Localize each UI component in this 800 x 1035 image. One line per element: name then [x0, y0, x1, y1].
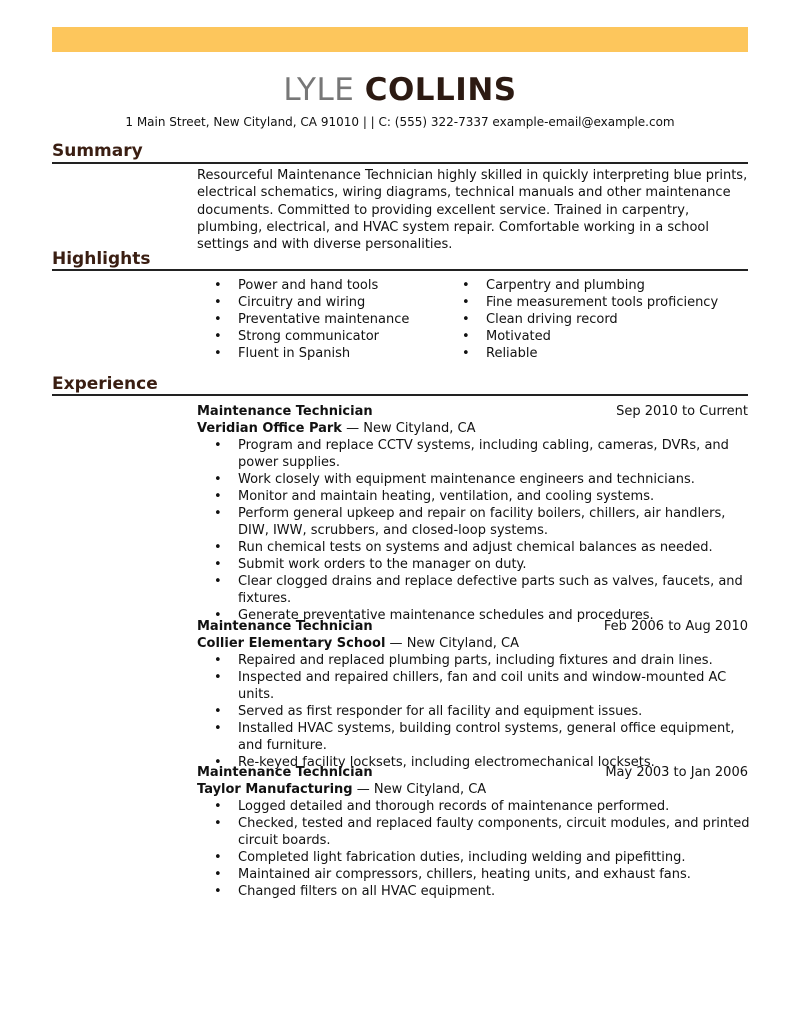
- list-item: • Monitor and maintain heating, ventilation, and cooling systems.: [197, 488, 757, 505]
- job-location: New Cityland, CA: [373, 782, 487, 797]
- list-item: • Checked, tested and replaced faulty components, circuit modules, and printed circuit boards.: [197, 815, 757, 849]
- job-bullets: [197, 798, 757, 900]
- list-item: • Inspected and repaired chillers, fan and coil units and window-mounted AC units.: [197, 669, 757, 703]
- list-item: • Run chemical tests on systems and adjust chemical balances as needed.: [197, 539, 757, 556]
- list-item: • Logged detailed and thorough records of maintenance performed.: [197, 798, 757, 815]
- highlights-divider: [52, 269, 748, 271]
- list-item: • Program and replace CCTV systems, including cabling, cameras, DVRs, and power supplies.: [197, 437, 757, 471]
- job-company: Veridian Office Park: [197, 421, 342, 436]
- list-item: • Fluent in Spanish: [197, 345, 447, 362]
- job-location: New Cityland, CA: [363, 421, 476, 436]
- experience-divider: [52, 394, 748, 396]
- highlights-left-list: [197, 277, 447, 362]
- list-item: • Clear clogged drains and replace defective parts such as valves, faucets, and fixtures.: [197, 573, 757, 607]
- list-item: • Strong communicator: [197, 328, 447, 345]
- highlights-heading: Highlights: [52, 249, 151, 269]
- list-item: • Power and hand tools: [197, 277, 447, 294]
- highlights-right-list: [445, 277, 745, 362]
- accent-bar: [52, 27, 748, 52]
- summary-heading: Summary: [52, 141, 143, 161]
- separator: —: [346, 421, 360, 436]
- list-item: • Generate preventative maintenance schedules and procedures.: [197, 607, 757, 624]
- list-item: • Maintained air compressors, chillers, heating units, and exhaust fans.: [197, 866, 757, 883]
- list-item: • Clean driving record: [445, 311, 745, 328]
- job-company-line: [197, 635, 519, 652]
- list-item: • Re-keyed facility locksets, including electromechanical locksets.: [197, 754, 757, 771]
- job-bullets: [197, 652, 757, 771]
- list-item: • Preventative maintenance: [197, 311, 447, 328]
- job-company: Taylor Manufacturing: [197, 782, 353, 797]
- separator: —: [389, 636, 403, 651]
- list-item: • Changed filters on all HVAC equipment.: [197, 883, 757, 900]
- separator: —: [356, 782, 370, 797]
- job-dates: Sep 2010 to Current: [616, 404, 748, 419]
- list-item: • Motivated: [445, 328, 745, 345]
- job-location: New Cityland, CA: [406, 636, 519, 651]
- candidate-name: [0, 70, 800, 110]
- list-item: • Installed HVAC systems, building control systems, general office equipment, and furniture.: [197, 720, 757, 754]
- list-item: • Fine measurement tools proficiency: [445, 294, 745, 311]
- list-item: • Submit work orders to the manager on duty.: [197, 556, 757, 573]
- experience-heading: Experience: [52, 374, 158, 394]
- job-title: Maintenance Technician: [197, 404, 373, 419]
- job-title: Maintenance Technician: [197, 765, 373, 780]
- job-dates: May 2003 to Jan 2006: [605, 765, 748, 780]
- list-item: • Served as first responder for all facility and equipment issues.: [197, 703, 757, 720]
- summary-divider: [52, 162, 748, 164]
- job-company-line: [197, 420, 476, 437]
- list-item: • Completed light fabrication duties, including welding and pipefitting.: [197, 849, 757, 866]
- contact-line: 1 Main Street, New Cityland, CA 91010 | | C: (555) 322-7337 example-email@example.com: [125, 115, 675, 129]
- list-item: • Circuitry and wiring: [197, 294, 447, 311]
- job-company: Collier Elementary School: [197, 636, 386, 651]
- list-item: • Repaired and replaced plumbing parts, including fixtures and drain lines.: [197, 652, 757, 669]
- job-bullets: [197, 437, 757, 624]
- job-dates: Feb 2006 to Aug 2010: [603, 619, 748, 634]
- first-name: LYLE: [283, 72, 355, 108]
- summary-text: Resourceful Maintenance Technician highly skilled in quickly interpreting blue prints, electrical schematics, wiring diagrams, technical manuals and other maintenance documents. Committed to providing excellent service. Trained in carpentry, plumbing, electrical, and HVAC system repair. Comfortable working in a school settings and with diverse personalities.: [197, 168, 748, 252]
- list-item: • Perform general upkeep and repair on facility boilers, chillers, air handlers, DIW, IWW, scrubbers, and closed-loop systems.: [197, 505, 757, 539]
- job-title: Maintenance Technician: [197, 619, 373, 634]
- list-item: • Carpentry and plumbing: [445, 277, 745, 294]
- list-item: • Work closely with equipment maintenance engineers and technicians.: [197, 471, 757, 488]
- list-item: • Reliable: [445, 345, 745, 362]
- job-company-line: [197, 781, 486, 798]
- last-name: COLLINS: [364, 72, 517, 108]
